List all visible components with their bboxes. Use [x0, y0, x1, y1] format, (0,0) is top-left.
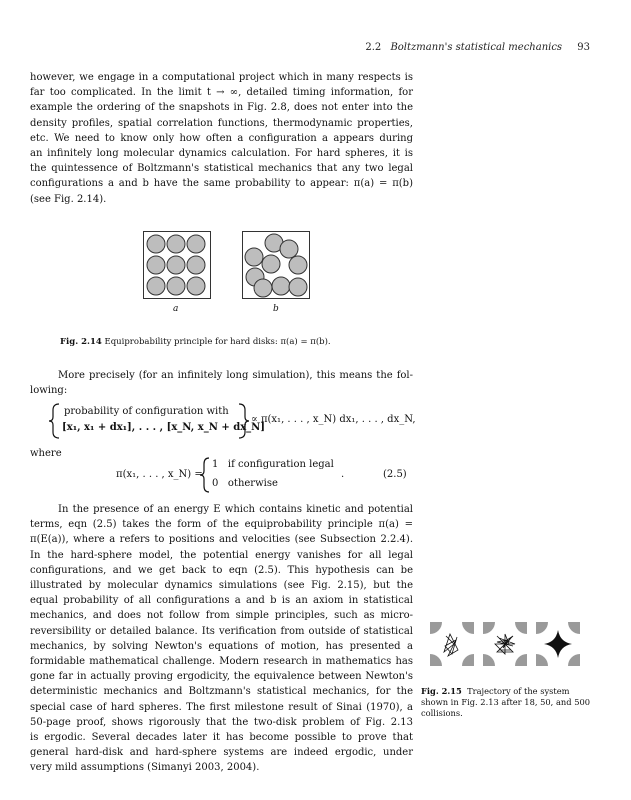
- caption-text: Trajectory of the system: [467, 686, 570, 696]
- text-line: mechanics, by solving Newton's equations of motion, has presented a: [30, 640, 413, 652]
- disk: [187, 235, 205, 253]
- text-line: example the ordering of the snapshots in Fig. 2.8, does not enter into the: [30, 102, 413, 114]
- disk: [147, 256, 165, 274]
- text-line: an infinitely long molecular dynamics calculation. For hard spheres, it is: [30, 148, 413, 160]
- disk: [280, 240, 298, 258]
- text-line: configurations, and we get back to eqn (2.5). This hypothesis can be: [30, 564, 413, 576]
- text-line: reversibility or detailed balance. Its verification from outside of statistical: [30, 625, 413, 637]
- equation-2-5-lhs: π(x₁, . . . , x_N) =: [116, 469, 203, 480]
- trajectory-panel-500: [536, 622, 580, 666]
- equation-line-2: [x₁, x₁ + dx₁], . . . , [x_N, x_N + dx_N]: [62, 422, 266, 433]
- text-line: very mild assumptions (Simanyi 2003, 2004).: [30, 762, 260, 774]
- paragraph-2: [30, 368, 413, 398]
- text-line: lowing:: [30, 385, 68, 397]
- text-line: formidable mathematical challenge. Modern research in mathematics has: [30, 656, 413, 668]
- equation-number: (2.5): [383, 469, 407, 480]
- configuration-b-disks: [243, 232, 309, 298]
- section-number: 2.2: [365, 42, 382, 53]
- text-line: mechanics, and does not follow from simple principles, such as micro-: [30, 610, 413, 622]
- disk: [262, 255, 280, 273]
- text-line: deterministic mechanics and Boltzmann's statistical mechanics, for the: [30, 686, 413, 698]
- disk: [289, 256, 307, 274]
- equation-period: .: [341, 469, 345, 480]
- text-line: 50-page proof, shows rigorously that the two-disk problem of Fig. 2.13: [30, 716, 413, 728]
- disk: [187, 256, 205, 274]
- figure-label-b: b: [273, 304, 279, 314]
- text-line: configurations a and b have the same probability to appear: π(a) = π(b): [30, 178, 413, 190]
- disk: [147, 235, 165, 253]
- text-line: π(E(a)), where a refers to positions and velocities (see Subsection 2.2.4).: [30, 534, 413, 546]
- text-line: etc. We need to know only how often a configuration a appears during: [30, 132, 413, 144]
- text-line: equal probability of all configurations a and b is an axiom in statistical: [30, 595, 413, 607]
- text-line: illustrated by molecular dynamics simulations (see Fig. 2.15), but the: [30, 580, 413, 592]
- section-title: Boltzmann's statistical mechanics: [390, 42, 563, 53]
- text-line: is ergodic. Several decades later it has become possible to prove that: [30, 732, 413, 744]
- left-brace: [48, 403, 62, 439]
- right-brace: [236, 403, 250, 439]
- trajectory-panel-50: [483, 622, 527, 666]
- text-line: general hard-disk and hard-sphere systems are indeed ergodic, under: [30, 747, 413, 759]
- disk: [272, 277, 290, 295]
- figure-2-15-caption: [421, 686, 603, 719]
- figure-label-a: a: [173, 304, 179, 314]
- text-line: (see Fig. 2.14).: [30, 193, 107, 205]
- where-label: where: [30, 448, 62, 459]
- text-line: In the hard-sphere model, the potential energy vanishes for all legal: [30, 549, 413, 561]
- caption-text: shown in Fig. 2.13 after 18, 50, and 500: [421, 697, 591, 707]
- figure-2-14-caption: [60, 337, 331, 347]
- disk: [254, 279, 272, 297]
- text-line: terms, eqn (2.5) takes the form of the equiprobability principle π(a) =: [30, 519, 413, 531]
- disk: [167, 256, 185, 274]
- disk: [187, 277, 205, 295]
- text-line: the quintessence of Boltzmann's statistical mechanics that any two legal: [30, 163, 413, 175]
- paragraph-3: [30, 502, 413, 776]
- disk: [167, 277, 185, 295]
- text-line: More precisely (for an infinitely long simulation), this means the fol-: [58, 370, 413, 381]
- running-header: [0, 42, 590, 53]
- disk: [147, 277, 165, 295]
- equation-line-1: probability of configuration with: [64, 406, 229, 417]
- trajectory-path: [495, 634, 515, 654]
- cases-brace: [199, 457, 211, 493]
- text-line: density profiles, spatial correlation functions, thermodynamic properties,: [30, 117, 413, 129]
- text-line: far too complicated. In the limit t → ∞, detailed timing information, for: [30, 87, 413, 99]
- trajectory-panel-18: [430, 622, 474, 666]
- equation-rhs: ∝ π(x₁, . . . , x_N) dx₁, . . . , dx_N,: [251, 414, 416, 425]
- text-line: In the presence of an energy E which contains kinetic and potential: [58, 504, 413, 515]
- equation-case-2: 0 otherwise: [212, 478, 278, 489]
- text-line: however, we engage in a computational project which in many respects is: [30, 72, 413, 83]
- configuration-a-disks: [144, 232, 210, 298]
- caption-number: Fig. 2.15: [421, 686, 462, 696]
- caption-text: Equiprobability principle for hard disks: π(a) = π(b).: [104, 337, 331, 347]
- caption-number: Fig. 2.14: [60, 337, 102, 347]
- page-number: 93: [577, 42, 590, 53]
- text-line: gone far in actually proving ergodicity, the equivalence between Newton's: [30, 671, 413, 683]
- disk: [245, 248, 263, 266]
- text-line: special case of hard spheres. The first milestone result of Sinai (1970), a: [30, 701, 413, 713]
- configuration-a-box: [143, 231, 211, 299]
- paragraph-1: [30, 70, 413, 207]
- disk: [289, 278, 307, 296]
- configuration-b-box: [242, 231, 310, 299]
- disk: [167, 235, 185, 253]
- equation-case-1: 1 if configuration legal: [212, 459, 334, 470]
- caption-text: collisions.: [421, 708, 463, 718]
